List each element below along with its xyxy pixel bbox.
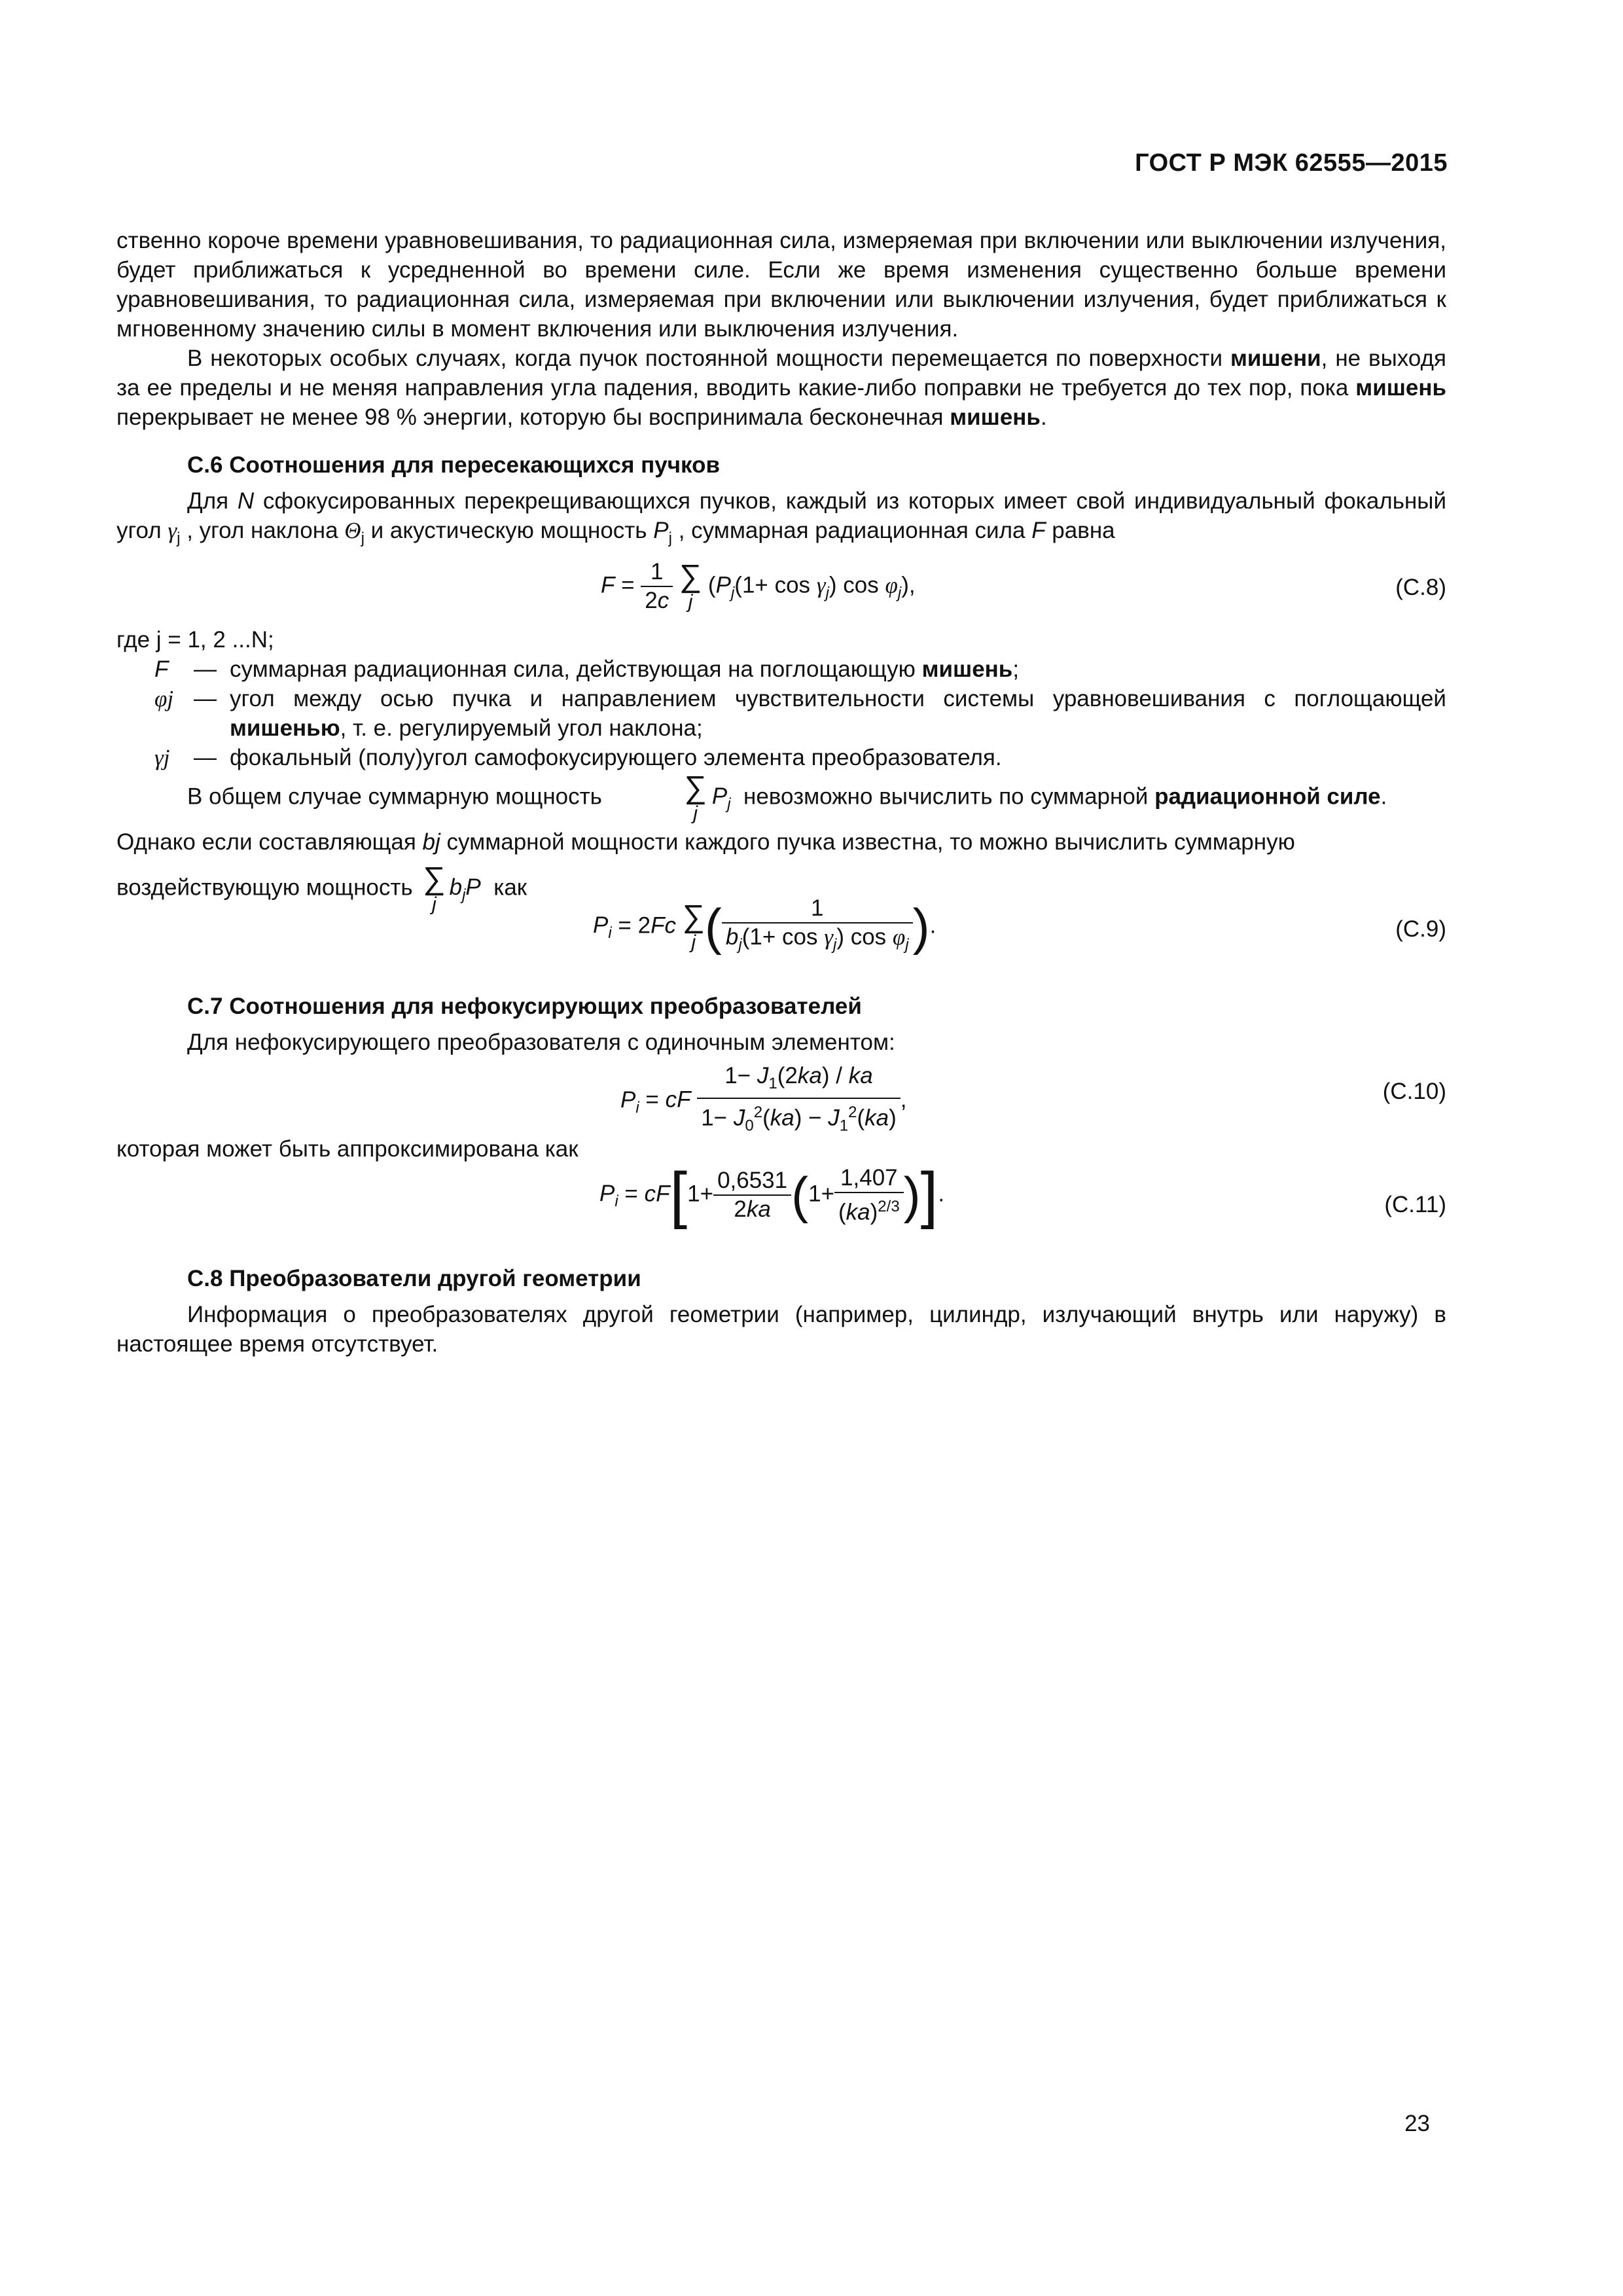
equation-number-c10: (С.10) [1382, 1079, 1446, 1104]
section-title-c8: С.8 Преобразователи другой геометрии [187, 1266, 641, 1291]
equation-c11: $P_i = cF[1+$ $\frac{0,6531}{2ka}$ (1+ $\frac{1,407}{(ka)^{2/3}}$ )]. (С.11) [599, 1160, 1446, 1230]
paragraph-effective-power: воздействующую мощность ∑ j $b_jP$ как [116, 861, 527, 915]
paragraph-target: В некоторых особых случаях, когда пучок постоянной мощности перемещается по поверхности мишени, не выходя за ее пределы и не меняя направления угла падения, вводить какие-либо поправки не требуется до тех пор, пока мишень перекрывает не менее 98 % энергии, которую бы воспринимала бесконечная мишень. [116, 346, 1446, 430]
definition-gamma: γj — фокальный (полу)угол самофокусирующего элемента преобразователя. [154, 745, 1002, 770]
section-title-c7: С.7 Соотношения для нефокусирующих преобразователей [187, 994, 862, 1019]
equation-c8: F = $\frac{1}{2c}$ ∑ j ($P_j(1+ \cos \gamma_j)$ $\cos \varphi_j$), (С.8) [601, 559, 1446, 613]
paragraph-crossing-beams: Для N сфокусированных перекрещивающихся пучков, каждый из которых имеет свой индивидуальный фокальный угол $\gamma_j$ , угол наклона $\Theta_j$ и акустическую мощность $P_j$ , суммарная радиационная сила F равна [116, 488, 1446, 547]
definition-F: F — суммарная радиационная сила, действующая на поглощающую мишень; [154, 656, 1020, 682]
paragraph-total-power: В общем случае суммарную мощность ∑ j $P_j$ невозможно вычислить по суммарной радиационной силе. [187, 770, 1387, 824]
paragraph-approximation: которая может быть аппроксимирована как [116, 1136, 579, 1162]
section-title-c6: С.6 Соотношения для пересекающихся пучков [187, 452, 720, 478]
equation-c10: $P_i$ = cF $\frac{1- J_1(2ka) / ka}{1- J_0^2(ka) - J_1^2(ka)}$ , (С.10) [620, 1063, 1446, 1135]
document-code: ГОСТ Р МЭК 62555—2015 [1135, 149, 1448, 177]
paragraph-other-geometry: Информация о преобразователях другой геометрии (например, цилиндр, излучающий внутрь или наружу) в настоящее время отсутствует. [116, 1302, 1446, 1357]
paragraph-nonfocusing: Для нефокусирующего преобразователя с одиночным элементом: [187, 1030, 895, 1055]
definition-phi: φj — угол между осью пучка и направлением чувствительности системы уравновешивания с поглощающей мишенью, т. е. регулируемый угол наклона; [154, 686, 1446, 741]
page-number: 23 [1404, 2111, 1430, 2136]
page-content [116, 226, 1446, 1359]
paragraph-continued: ственно короче времени уравновешивания, то радиационная сила, измеряемая при включении или выключении излучения, будет приближаться к усредненной во времени силе. Если же время изменения существенно больше времени уравновешивания, то радиационная сила, измеряемая при включении или выключении излучения, будет приближаться к мгновенному значению силы в момент включения или выключения излучения. [116, 228, 1446, 342]
equation-number-c9: (С.9) [1395, 916, 1446, 942]
equation-c9: $P_i = 2Fc$ ∑ j ( $\frac{1}{b_j(1+ \cos \gamma_j) \cos \varphi_j}$ ). (С.9) [593, 895, 1446, 956]
where-clause: где j = 1, 2 ...N; [116, 627, 274, 653]
equation-number-c11: (С.11) [1384, 1192, 1446, 1217]
equation-number-c8: (С.8) [1395, 575, 1446, 600]
paragraph-component: Однако если составляющая bj суммарной мощности каждого пучка известна, то можно вычислить суммарную [116, 829, 1295, 855]
